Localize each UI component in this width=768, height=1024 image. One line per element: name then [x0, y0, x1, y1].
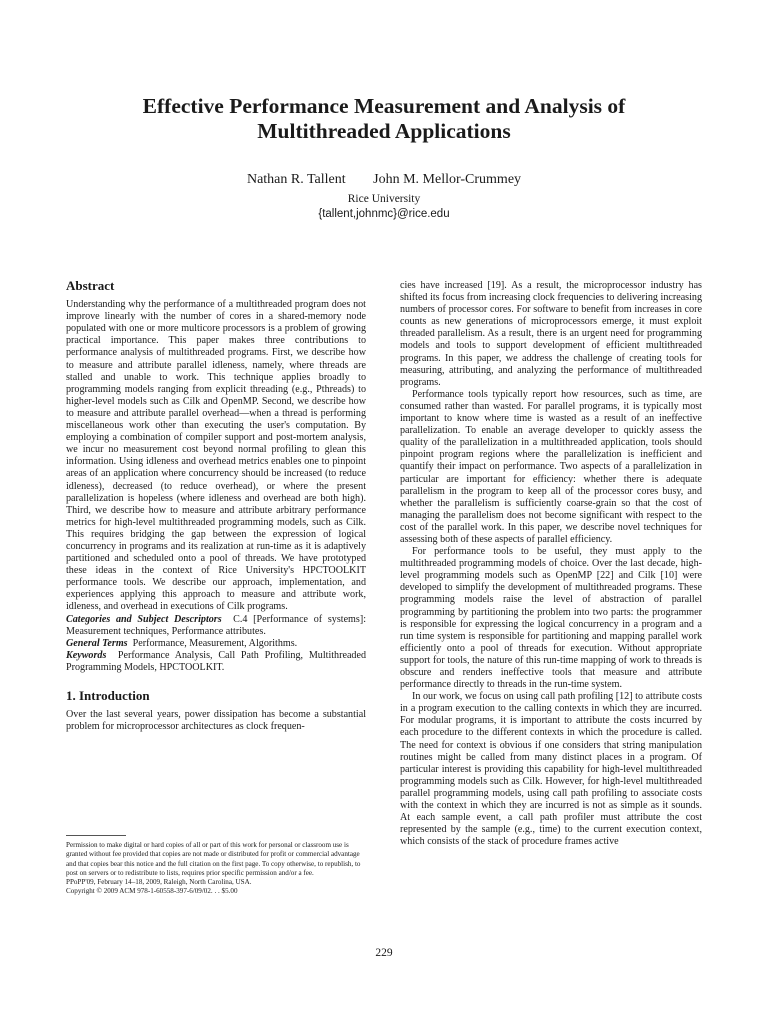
- general-terms-text: Performance, Measurement, Algorithms.: [132, 637, 298, 649]
- left-column: [66, 280, 366, 733]
- affiliation: Rice University: [347, 193, 421, 205]
- introduction-section: [66, 690, 366, 733]
- title-line-2: Multithreaded Applications: [257, 119, 511, 143]
- venue-text: PPoPP'09, February 14–18, 2009, Raleigh, North Carolina, USA.: [66, 878, 252, 887]
- affiliation-block: [0, 192, 768, 222]
- keywords-label: Keywords: [66, 649, 107, 661]
- permission-text: Permission to make digital or hard copies of all or part of this work for personal or classroom use is granted without fee provided that copies are not made or distributed for profit or commercial advantage and that copies bear this notice and the full citation on the first page. To copy otherwise, to republish, to post on servers or to redistribute to lists, requires prior specific permission and/or a fee.: [66, 841, 361, 877]
- intro-paragraph-start: Over the last several years, power dissipation has become a substantial problem for microprocessor architectures as clock frequen-: [66, 709, 366, 733]
- copyright-text: Copyright © 2009 ACM 978-1-60558-397-6/09/02. . . $5.00: [66, 887, 238, 896]
- categories: [66, 614, 366, 638]
- author-list: [0, 172, 768, 188]
- general-terms-label: General Terms: [66, 637, 128, 649]
- author-2: John M. Mellor-Crummey: [373, 172, 522, 187]
- intro-paragraph-3: For performance tools to be useful, they must apply to the multithreaded programming models of choice. Over the last decade, high-level programming models such as OpenMP [22] and Cilk [10] were developed to simplify the development of multithreaded programs. These programming models raise the level of abstraction of parallel programming by partitioning the problem into two parts: the programmer is responsible for expressing the logical concurrency in a program and a run time system is responsible for partitioning and mapping parallel work efficiently onto a pool of threads for execution. Without appropriate support for tools, the nature of this run-time mapping of work to threads is obscure and renders ineffective tools that measure and attribute performance directly to threads in the run-time system.: [400, 546, 702, 691]
- intro-paragraph-2: Performance tools typically report how resources, such as time, are consumed rather than wasted. For parallel programs, it is typically most important to know where time is wasted as a result of an ineffective parallelization. To enable an average developer to quickly assess the quality of the parallelization in a multithreaded application, tools should pinpoint program regions where the parallelization is inefficient and quantify their impact on performance. Two aspects of a parallelization in particular are important for efficiency: whether there is adequate parallelism in the program to keep all of the processor cores busy, and whether the parallelism is sufficiently coarse-grain so that the cost of managing the parallelism does not become significant with respect to the cost of the parallel work. In this paper, we describe novel techniques for assessing both of these aspects of parallel efficiency.: [400, 388, 702, 545]
- author-1: Nathan R. Tallent: [246, 172, 346, 187]
- introduction-heading: 1. Introduction: [66, 688, 150, 703]
- general-terms: [66, 638, 366, 650]
- page-number: 229: [375, 947, 393, 959]
- footnote-rule: [66, 835, 126, 836]
- categories-text: C.4 [Performance of systems]: Measurement techniques, Performance attributes.: [66, 613, 367, 637]
- permission-footnote: [66, 835, 366, 897]
- intro-paragraph-continued: cies have increased [19]. As a result, the microprocessor industry has shifted its focus from increasing clock frequencies to delivering increasing numbers of processor cores. For software to benefit from increases in core counts as new generations of microprocessors emerge, it must exploit threaded parallelism. As a result, there is an urgent need for programming models and tools to support development of efficient multithreaded programs. In this paper, we address the challenge of creating tools for measuring, attributing, and analyzing the performance of multithreaded programs.: [400, 280, 702, 388]
- categories-label: Categories and Subject Descriptors: [66, 613, 222, 625]
- intro-paragraph-4: In our work, we focus on using call path profiling [12] to attribute costs in a program execution to the calling contexts in which they are incurred. For modular programs, it is important to attribute the costs incurred by each procedure to the different contexts in which the procedure is called. The need for context is obvious if one considers that string manipulation routines might be called from many distinct places in a program. Of particular interest is providing this capability for high-level multithreaded programming models such as Cilk. However, for high-level multithreaded parallel programming models, using call path profiling to associate costs with the context in which they are incurred is not as simple as it sounds. At each sample event, a call path profiler must attribute the cost represented by the sample (e.g., time) to the current execution context, which consists of the stack of procedure frames active: [400, 691, 702, 848]
- author-email: {tallent,johnmc}@rice.edu: [318, 208, 450, 220]
- keywords: [66, 650, 366, 674]
- right-column: [400, 280, 702, 848]
- paper-title: [60, 94, 708, 144]
- abstract-text: Understanding why the performance of a multithreaded program does not improve linearly with the number of cores in a shared-memory node populated with one or more multicore processors is a problem of growing practical importance. This paper makes three contributions to performance analysis of multithreaded programs. First, we describe how to measure and attribute parallel idleness, namely, where threads are stalled and unable to work. This technique applies broadly to programming models ranging from explicit threading (e.g., Pthreads) to higher-level models such as Cilk and OpenMP. Second, we describe how to measure and attribute parallel overhead—when a thread is performing miscellaneous work other than executing the user's computation. By employing a combination of compiler support and post-mortem analysis, we incur no measurement cost beyond normal profiling to glean this information. Using idleness and overhead metrics enables one to pinpoint areas of an application where concurrency should be increased (to reduce idleness), decreased (to reduce overhead), or where the present parallelization is hopeless (where idleness and overhead are both high). Third, we describe how to measure and attribute arbitrary performance metrics for high-level multithreaded programming models, such as Cilk. This requires bridging the gap between the expression of logical concurrency in programs and its realization at run-time as it is adaptively partitioned and scheduled onto a pool of threads. We have prototyped these ideas in the context of Rice University's HPCTOOLKIT performance tools. We describe our approach, implementation, and experiences applying this approach to measure and attribute work, idleness, and overhead in executions of Cilk programs.: [66, 299, 366, 613]
- abstract-heading: Abstract: [66, 278, 115, 293]
- keywords-text: Performance Analysis, Call Path Profiling, Multithreaded Programming Models, HPCTOOLKIT.: [66, 649, 366, 673]
- title-line-1: Effective Performance Measurement and Analysis of: [142, 94, 626, 118]
